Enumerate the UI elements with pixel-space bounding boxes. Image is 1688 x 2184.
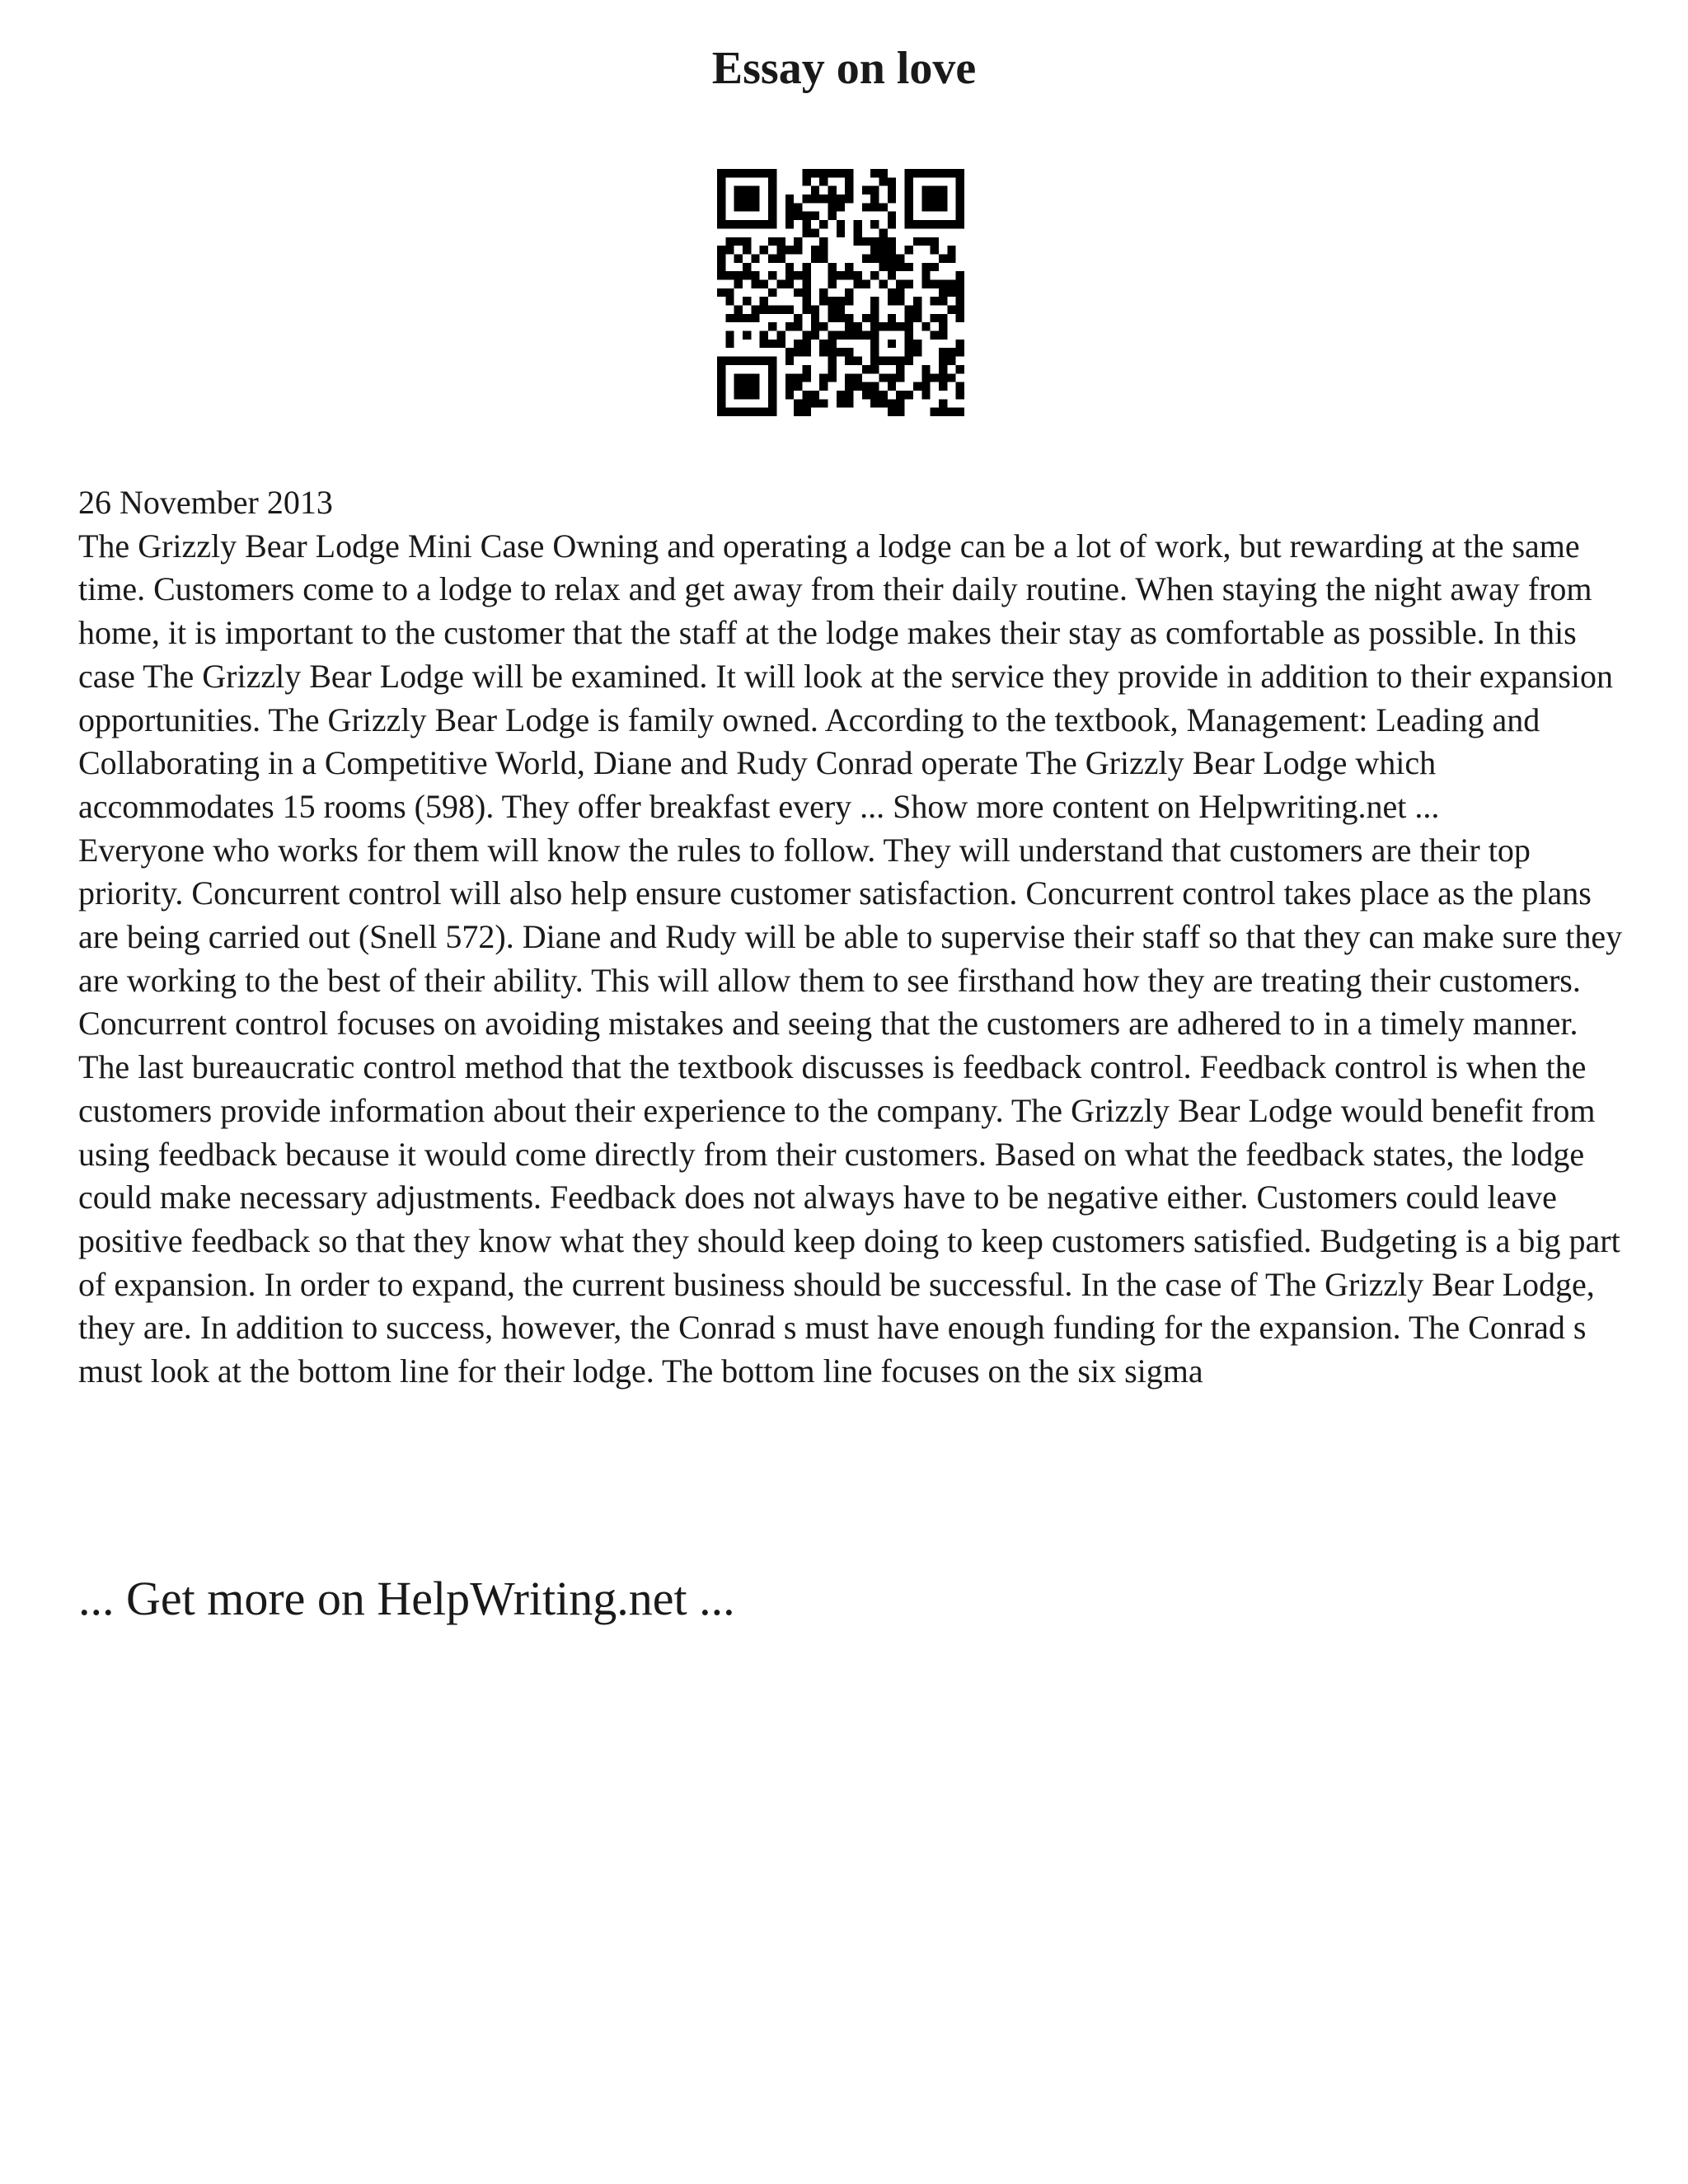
essay-body [78,481,1628,1394]
document-title: Essay on love [711,43,977,94]
essay-paragraph: Everyone who works for them will know the rules to follow. They will understand that customers are their top priority. Concurrent control will also help ensure customer satisfaction. Concurrent control takes place as the plans are being carried out (Snell 572). Diane and Rudy will be able to supervise their staff so that they can make sure they are working to the best of their ability. This will allow them to see firsthand how they are treating their customers. Concurrent control focuses on avoiding mistakes and seeing that the customers are adhered to in a timely manner. The last bureaucratic control method that the textbook discusses is feedback control. Feedback control is when the customers provide information about their experience to the company. The Grizzly Bear Lodge would benefit from using feedback because it would come directly from their customers. Based on what the feedback states, the lodge could make necessary adjustments. Feedback does not always have to be negative either. Customers could leave positive feedback so that they know what they should keep doing to keep customers satisfied. Budgeting is a big part of expansion. In order to expand, the current business should be successful. In the case of The Grizzly Bear Lodge, they are. In addition to success, however, the Conrad s must have enough funding for the expansion. The Conrad s must look at the bottom line for their lodge. The bottom line focuses on the six sigma [78,831,1623,1390]
qr-code-icon [717,169,964,416]
publish-date: 26 November 2013 [78,484,333,521]
get-more-link[interactable]: ... Get more on HelpWriting.net ... [78,1572,735,1625]
essay-paragraph: The Grizzly Bear Lodge Mini Case Owning and operating a lodge can be a lot of work, but rewarding at the same time. Customers come to a lodge to relax and get away from their daily routine. When staying the night away from home, it is important to the customer that the staff at the lodge makes their stay as comfortable as possible. In this case The Grizzly Bear Lodge will be examined. It will look at the service they provide in addition to their expansion opportunities. The Grizzly Bear Lodge is family owned. According to the textbook, Management: Leading and Collaborating in a Competitive World, Diane and Rudy Conrad operate The Grizzly Bear Lodge which accommodates 15 rooms (598). They offer breakfast every ... Show more content on Helpwriting.net ... [78,527,1614,825]
